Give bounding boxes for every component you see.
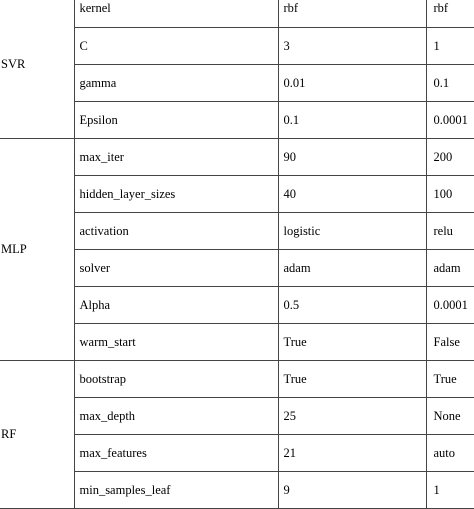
table-row — [0, 138, 474, 175]
value-column-2-cell: 0.0001 — [426, 286, 474, 323]
param-name-cell: max_depth — [74, 397, 278, 434]
value-column-1-cell: True — [278, 360, 426, 397]
value-column-1-cell: 0.01 — [278, 64, 426, 101]
value-column-1-cell: rbf — [278, 0, 426, 27]
param-name-cell: Alpha — [74, 286, 278, 323]
value-column-2-cell: relu — [426, 212, 474, 249]
value-column-2-cell: 0.1 — [426, 64, 474, 101]
value-column-2-cell: 100 — [426, 175, 474, 212]
param-name-cell: bootstrap — [74, 360, 278, 397]
value-column-1-cell: adam — [278, 249, 426, 286]
value-column-2-cell: None — [426, 397, 474, 434]
value-column-2-cell: True — [426, 360, 474, 397]
value-column-1-cell: 0.1 — [278, 101, 426, 138]
param-name-cell: kernel — [74, 0, 278, 27]
value-column-1-cell: 40 — [278, 175, 426, 212]
value-column-1-cell: 21 — [278, 434, 426, 471]
model-name-cell: MLP — [0, 138, 74, 360]
param-name-cell: C — [74, 27, 278, 64]
model-name-cell: RF — [0, 360, 74, 508]
table-row — [0, 0, 474, 27]
value-column-2-cell: 1 — [426, 471, 474, 508]
param-name-cell: min_samples_leaf — [74, 471, 278, 508]
value-column-1-cell: True — [278, 323, 426, 360]
param-name-cell: solver — [74, 249, 278, 286]
value-column-1-cell: logistic — [278, 212, 426, 249]
param-name-cell: Epsilon — [74, 101, 278, 138]
model-name-cell: SVR — [0, 0, 74, 138]
value-column-1-cell: 9 — [278, 471, 426, 508]
param-name-cell: max_iter — [74, 138, 278, 175]
param-name-cell: warm_start — [74, 323, 278, 360]
value-column-2-cell: auto — [426, 434, 474, 471]
value-column-2-cell: 1 — [426, 27, 474, 64]
param-name-cell: gamma — [74, 64, 278, 101]
value-column-1-cell: 90 — [278, 138, 426, 175]
value-column-2-cell: 0.0001 — [426, 101, 474, 138]
value-column-1-cell: 25 — [278, 397, 426, 434]
value-column-2-cell: False — [426, 323, 474, 360]
param-name-cell: hidden_layer_sizes — [74, 175, 278, 212]
value-column-2-cell: adam — [426, 249, 474, 286]
value-column-1-cell: 0.5 — [278, 286, 426, 323]
value-column-1-cell: 3 — [278, 27, 426, 64]
value-column-2-cell: 200 — [426, 138, 474, 175]
value-column-2-cell: rbf — [426, 0, 474, 27]
param-name-cell: activation — [74, 212, 278, 249]
param-name-cell: max_features — [74, 434, 278, 471]
table-row — [0, 360, 474, 397]
